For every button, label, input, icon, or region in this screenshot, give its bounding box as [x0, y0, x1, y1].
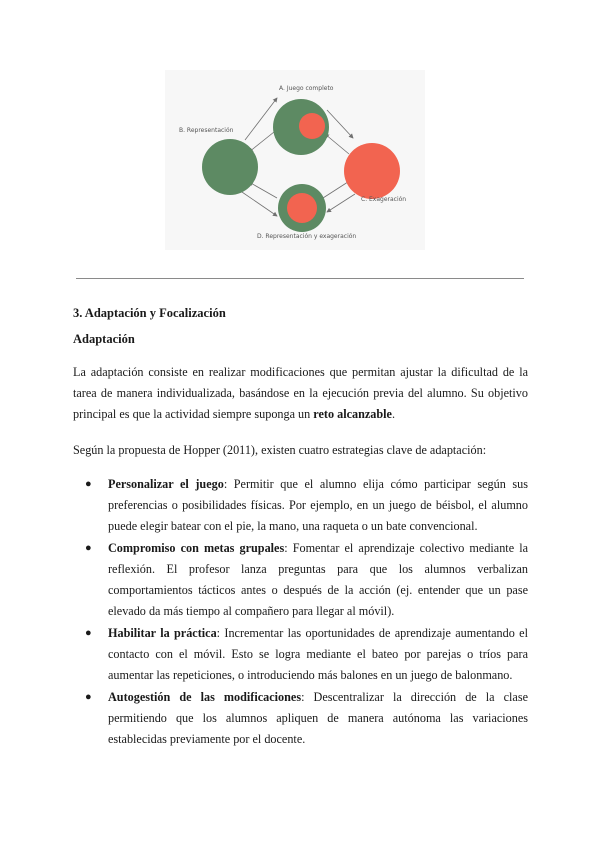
arrow-b-to-d	[239, 190, 277, 216]
circle-a-inner	[299, 113, 325, 139]
bullet-icon: ●	[85, 478, 92, 490]
list-item-title: Compromiso con metas grupales	[108, 541, 285, 555]
list-item-text: : Descentralizar la dirección de la clase permitiendo que los alumnos apliquen de manera autónoma las variaciones establecidas previamente por el docente.	[108, 690, 528, 746]
horizontal-rule	[76, 278, 524, 279]
paragraph-definition	[73, 362, 528, 425]
circle-d-inner	[287, 193, 317, 223]
label-b: B. Representación	[179, 127, 234, 134]
strategy-list	[73, 474, 528, 750]
list-item-title: Personalizar el juego	[108, 477, 224, 491]
label-a: A. Juego completo	[279, 85, 334, 92]
bullet-icon: ●	[85, 691, 92, 703]
list-item-title: Habilitar la práctica	[108, 626, 217, 640]
paragraph-hopper: Según la propuesta de Hopper (2011), existen cuatro estrategias clave de adaptación:	[73, 443, 487, 457]
list-item-text: : Permitir que el alumno elija cómo participar según sus preferencias o posibilidades físicas. Por ejemplo, en un juego de béisbol, el alumno puede elegir batear con el pie, la mano, una raqueta o un bate convencional.	[108, 477, 528, 533]
paragraph-definition-end: .	[391, 407, 395, 421]
document-body	[73, 303, 528, 751]
diagram-svg	[165, 70, 425, 250]
bullet-icon: ●	[85, 542, 92, 554]
arrow-d-to-b	[249, 182, 277, 198]
list-item	[73, 474, 528, 537]
list-item	[73, 687, 528, 750]
list-item-text: : Incrementar las oportunidades de aprendizaje aumentando el contacto con el móvil. Esto se logra mediante el bateo por parejas o tríos para aumentar las repeticiones, o introduciendo más balones en un juego de balonmano.	[108, 626, 528, 682]
arrow-a-to-c	[327, 110, 353, 138]
list-item-text: : Fomentar el aprendizaje colectivo mediante la reflexión. El profesor lanza preguntas para que los alumnos verbalizan comportamientos tácticos antes o después de la acción (ej. entender que un pase elevado da más tiempo al compañero para llegar al móvil).	[108, 541, 528, 618]
paragraph-definition-bold: reto alcanzable	[313, 407, 392, 421]
arrow-c-to-a	[325, 134, 349, 154]
circle-b-representation	[202, 139, 258, 195]
bullet-icon: ●	[85, 627, 92, 639]
paragraph-definition-text: La adaptación consiste en realizar modificaciones que permitan ajustar la dificultad de la tarea de manera individualizada, basándose en la ejecución previa del alumno. Su objetivo principal es que la actividad siempre suponga un	[73, 365, 528, 421]
circle-c-exaggeration	[344, 143, 400, 199]
label-c: C. Exageración	[361, 196, 407, 203]
list-item	[73, 623, 528, 686]
list-item-title: Autogestión de las modificaciones	[108, 690, 302, 704]
label-d: D. Representación y exageración	[257, 233, 357, 240]
list-item	[73, 538, 528, 622]
subsection-heading: Adaptación	[73, 332, 135, 346]
section-heading: 3. Adaptación y Focalización	[73, 306, 226, 320]
adaptation-diagram	[165, 70, 425, 250]
arrow-c-to-d	[327, 194, 355, 212]
